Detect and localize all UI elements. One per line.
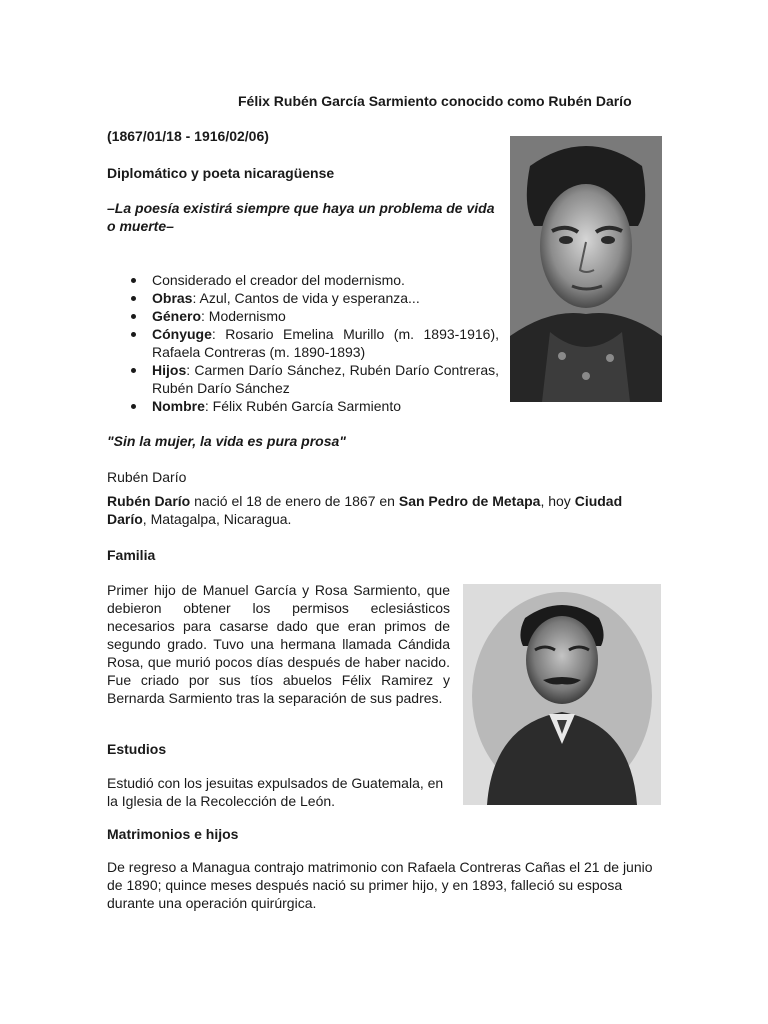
fact-text: : Carmen Darío Sánchez, Rubén Darío Contreras, Rubén Darío Sánchez bbox=[152, 362, 499, 396]
fact-text: : Rosario Emelina Murillo (m. 1893-1916), Rafaela Contreras (m. 1890-1893) bbox=[152, 326, 499, 360]
list-item bbox=[128, 289, 499, 307]
fact-label: Nombre bbox=[152, 398, 205, 414]
list-item bbox=[128, 361, 499, 397]
estudios-heading: Estudios bbox=[107, 741, 167, 757]
list-item bbox=[128, 271, 499, 289]
birth-paragraph bbox=[107, 492, 662, 528]
fact-label: Hijos bbox=[152, 362, 187, 378]
fact-text: : Azul, Cantos de vida y esperanza... bbox=[192, 290, 420, 306]
list-item bbox=[128, 397, 499, 415]
estudios-paragraph: Estudió con los jesuitas expulsados de Guatemala, en la Iglesia de la Recolección de León. bbox=[107, 775, 444, 809]
birth-city: Ciudad Darío bbox=[107, 493, 623, 527]
list-item bbox=[128, 325, 499, 361]
quote-author: Rubén Darío bbox=[107, 469, 187, 485]
matrimonios-paragraph: De regreso a Managua contrajo matrimonio con Rafaela Contreras Cañas el 21 de junio de 1890; quince meses después nació su primer hijo, y en 1893, falleció su esposa durante una operación quirúrgica. bbox=[107, 859, 653, 911]
birth-text: , hoy bbox=[540, 493, 575, 509]
facts-list bbox=[128, 271, 499, 415]
birth-text: , Matagalpa, Nicaragua. bbox=[142, 511, 292, 527]
matrimonios-heading: Matrimonios e hijos bbox=[107, 826, 239, 842]
birth-name: Rubén Darío bbox=[107, 493, 191, 509]
birth-place: San Pedro de Metapa bbox=[398, 493, 541, 509]
birth-text: nació el 18 de enero de 1867 en bbox=[190, 493, 399, 509]
fact-label: Obras bbox=[152, 290, 193, 306]
second-quote: "Sin la mujer, la vida es pura prosa" bbox=[107, 433, 346, 449]
portrait-photo bbox=[510, 136, 662, 402]
main-quote: –La poesía existirá siempre que haya un problema de vida o muerte– bbox=[107, 200, 495, 234]
fact-label: Género bbox=[152, 308, 202, 324]
document-title: Félix Rubén García Sarmiento conocido como Rubén Darío bbox=[238, 93, 632, 109]
portrait-illustration-second bbox=[463, 584, 661, 805]
fact-text: Considerado el creador del modernismo. bbox=[152, 272, 405, 288]
familia-heading: Familia bbox=[107, 547, 156, 563]
life-dates: (1867/01/18 - 1916/02/06) bbox=[107, 128, 269, 144]
list-item bbox=[128, 307, 499, 325]
portrait-illustration bbox=[510, 136, 662, 402]
fact-label: Cónyuge bbox=[152, 326, 212, 342]
familia-paragraph: Primer hijo de Manuel García y Rosa Sarmiento, que debieron obtener los permisos eclesiásticos necesarios para casarse dado que eran primos de segundo grado. Tuvo una hermana llamada Cándida Rosa, que murió pocos días después de haber nacido. Fue criado por sus tíos abuelos Félix Ramirez y Bernarda Sarmiento tras la separación de sus padres. bbox=[107, 582, 450, 706]
portrait-photo-second bbox=[463, 584, 661, 805]
fact-text: : Félix Rubén García Sarmiento bbox=[204, 398, 401, 414]
subtitle: Diplomático y poeta nicaragüense bbox=[107, 165, 335, 181]
fact-text: : Modernismo bbox=[201, 308, 286, 324]
